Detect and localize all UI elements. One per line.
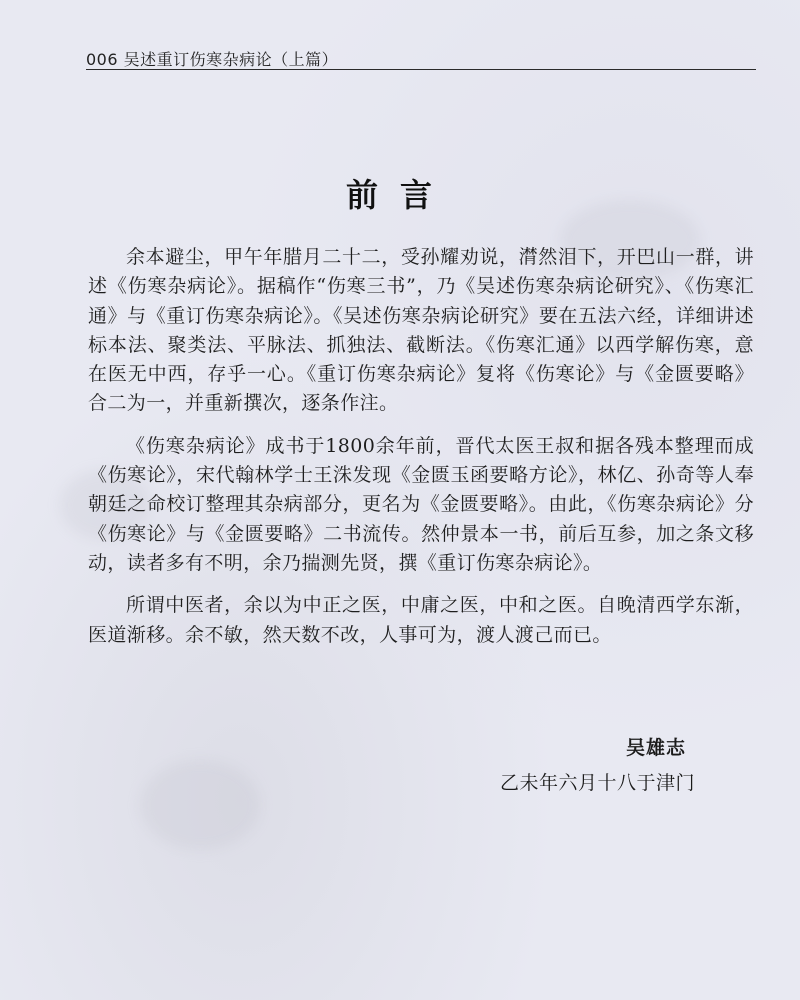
print-through-smudge (140, 760, 260, 850)
signature-block (500, 733, 695, 795)
author-name: 吴雄志 (625, 737, 686, 759)
page-number-and-book-title: 006 吴述重订伤寒杂病论（上篇） (86, 50, 339, 69)
header-rule (86, 69, 756, 70)
page-title: 前言 (345, 176, 454, 214)
paragraph: 所谓中医者，余以为中正之医，中庸之医，中和之医。自晚清西学东渐，医道渐移。余不敏，然天数不改，人事可为，渡人渡己而已。 (88, 594, 754, 646)
signature-date: 乙未年六月十八于津门 (499, 772, 695, 794)
paragraph: 《伤寒杂病论》成书于1800余年前，晋代太医王叔和据各残本整理而成《伤寒论》，宋代翰林学士王洙发现《金匮玉函要略方论》，林亿、孙奇等人奉朝廷之命校订整理其杂病部分，更名为《金匮要略》。由此，《伤寒杂病论》分《伤寒论》与《金匮要略》二书流传。然仲景本一书，前后互参，加之条文移动，读者多有不明，余乃揣测先贤，撰《重订伤寒杂病论》。 (88, 434, 754, 574)
paragraph: 余本避尘，甲午年腊月二十二，受孙耀劝说，潸然泪下，开巴山一群，讲述《伤寒杂病论》。据稿作“伤寒三书”，乃《吴述伤寒杂病论研究》、《伤寒汇通》与《重订伤寒杂病论》。《吴述伤寒杂病论研究》要在五法六经，详细讲述标本法、聚类法、平脉法、抓独法、截断法。《伤寒汇通》以西学解伤寒，意在医无中西，存乎一心。《重订伤寒杂病论》复将《伤寒论》与《金匮要略》合二为一，并重新撰次，逐条作注。 (88, 246, 754, 415)
preface-body (88, 243, 754, 650)
running-header (86, 44, 756, 70)
